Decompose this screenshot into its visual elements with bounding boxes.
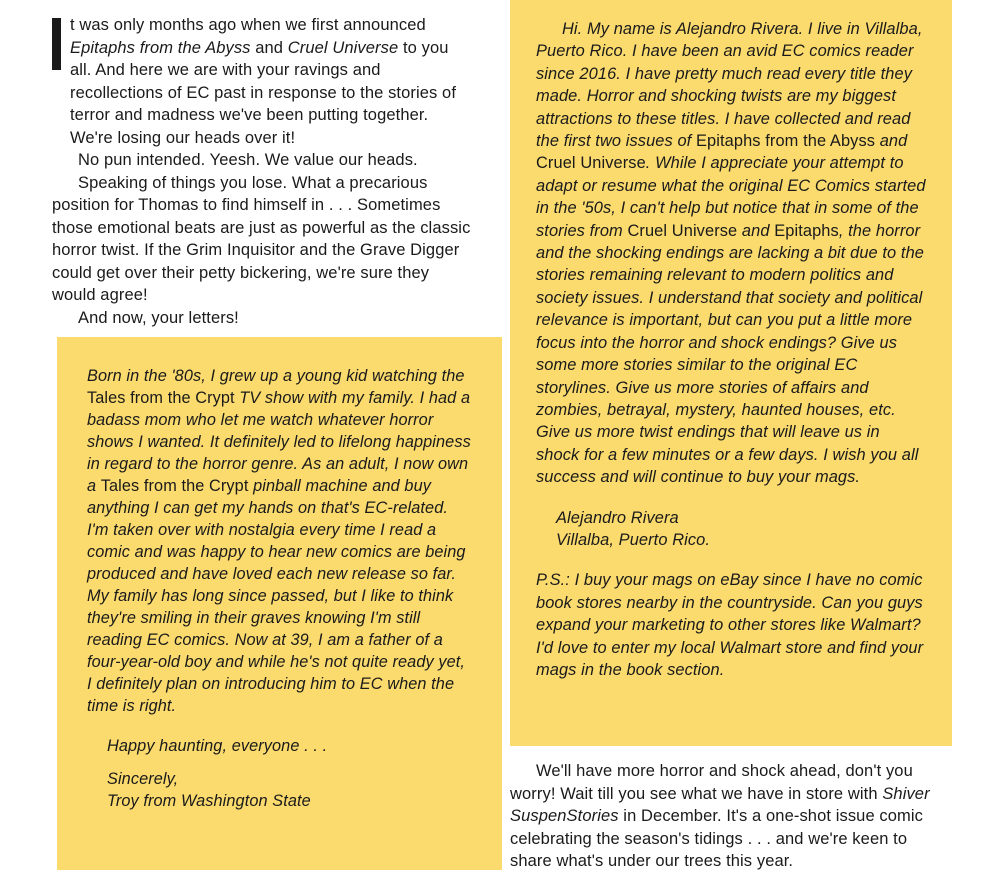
letter-alejandro-signature-name: Alejandro Rivera xyxy=(556,508,679,527)
editorial-paragraph-4: And now, your letters! xyxy=(78,308,239,327)
editorial-paragraph-3: Speaking of things you lose. What a precarious position for Thomas to find himself in . . . Sometimes those emotional beats are just as powerful as the classic horror twist. If the Grim Inquisitor and the Grave Digger could get over their petty bickering, we're sure they would agree! xyxy=(52,173,471,304)
letter-troy-text-3: pinball machine and buy anything I can get my hands on that's EC-related. I'm taken over with nostalgia every time I read a comic and was happy to hear new comics are being produced and have loved each new release so far. My family has long since passed, but I like to think they're smiling in their graves knowing I'm still reading EC comics. Now at 39, I am a father of a four-year-old boy and while he's not quite ready yet, I definitely plan on introducing him to EC when the time is right. xyxy=(87,477,466,715)
letter-troy-text-1: Born in the '80s, I grew up a young kid watching the xyxy=(87,367,465,385)
letter-troy-title-tales-1: Tales from the Crypt xyxy=(87,389,235,407)
letter-troy-spacer xyxy=(87,717,474,735)
letter-troy-title-tales-2: Tales from the Crypt xyxy=(100,477,249,495)
letter-alejandro-spacer-2 xyxy=(536,551,926,569)
editorial-p1-text-b: to you all. And here we are with your ravings and recollections of EC past in response to the stories of terror and madness we've been putting together. We're losing our heads over it! xyxy=(70,38,457,147)
letter-alejandro-title-cruel-universe: Cruel Universe xyxy=(536,154,646,173)
dropcap-paragraph xyxy=(52,14,472,149)
editorial-p1-and: and xyxy=(250,38,288,57)
editorial-paragraph-2: No pun intended. Yeesh. We value our heads. xyxy=(78,151,418,169)
letter-alejandro-title-epitaphs: Epitaphs from the Abyss xyxy=(696,132,876,151)
letter-alejandro-signature-place: Villalba, Puerto Rico. xyxy=(556,530,711,549)
editorial-paragraph-1 xyxy=(70,14,472,149)
reader-letter-troy xyxy=(57,337,502,870)
letter-troy-sincerely: Sincerely, xyxy=(107,770,179,788)
letter-troy-signature: Troy from Washington State xyxy=(107,792,311,810)
editorial-p1-text-a: t was only months ago when we first announced xyxy=(70,16,426,34)
closing-title-shiver: Shiver SuspenStories xyxy=(510,784,930,825)
letter-troy-signoff: Happy haunting, everyone . . . xyxy=(107,737,328,755)
letter-alejandro-spacer xyxy=(536,489,926,507)
editorial-p1-title-cruel-universe: Cruel Universe xyxy=(287,38,399,57)
dropcap-letter-i-icon xyxy=(52,18,61,70)
editorial-intro xyxy=(52,14,472,329)
closing-text-2: in December. It's a one-shot issue comic celebrating the season's tidings . . . and we're keen to share what's under our trees this year. xyxy=(510,807,924,870)
editorial-closing-paragraph xyxy=(510,760,950,873)
editorial-p1-title-epitaphs: Epitaphs from the Abyss xyxy=(70,38,251,57)
letter-troy-spacer-2 xyxy=(87,757,474,768)
letter-troy-body xyxy=(87,365,474,717)
letter-alejandro-title-epitaphs-2: Epitaphs xyxy=(774,221,839,240)
letter-alejandro-text-1: Hi. My name is Alejandro Rivera. I live in Villalba, Puerto Rico. I have been an avid EC comics reader since 2016. I have pretty much read every title they made. Horror and shocking twists are my biggest attractions to these titles. I have collected and read the first two issues of xyxy=(536,20,923,151)
closing-text-1: We'll have more horror and shock ahead, don't you worry! Wait till you see what we have in store with xyxy=(510,762,913,803)
letter-alejandro-postscript: P.S.: I buy your mags on eBay since I have no comic book stores nearby in the countryside. Can you guys expand your marketing to other stores like Walmart? I'd love to enter my local Walmart store and find your mags in the book section. xyxy=(536,571,924,679)
letter-alejandro-title-cruel-universe-2: Cruel Universe xyxy=(627,221,738,240)
letter-alejandro-text-and-1: and xyxy=(875,132,908,151)
reader-letter-alejandro xyxy=(510,0,952,746)
letter-alejandro-text-3: , the horror and the shocking endings are lacking a bit due to the stories remaining relevant to modern politics and society issues. I understand that society and political relevance is important, but can you put a little more focus into the horror and shock endings? Give us some more stories similar to the original EC storylines. Give us more stories of affairs and zombies, betrayal, mystery, haunted houses, etc. Give us more twist endings that will leave us in shock for a few minutes or a few days. I wish you all success and will continue to buy your mags. xyxy=(536,221,925,487)
letter-alejandro-text-and-2: and xyxy=(737,221,775,240)
letter-alejandro-body xyxy=(536,18,926,489)
left-column xyxy=(52,14,472,329)
letter-troy-text-2: TV show with my family. I had a badass mom who let me watch whatever horror shows I wanted. It definitely led to lifelong happiness in regard to the horror genre. As an adult, I now own a xyxy=(87,389,471,495)
letter-alejandro-text-2: . While I appreciate your attempt to adapt or resume what the original EC Comics started in the '50s, I can't help but notice that in some of the stories from xyxy=(536,154,926,240)
editorial-closing xyxy=(510,760,950,873)
